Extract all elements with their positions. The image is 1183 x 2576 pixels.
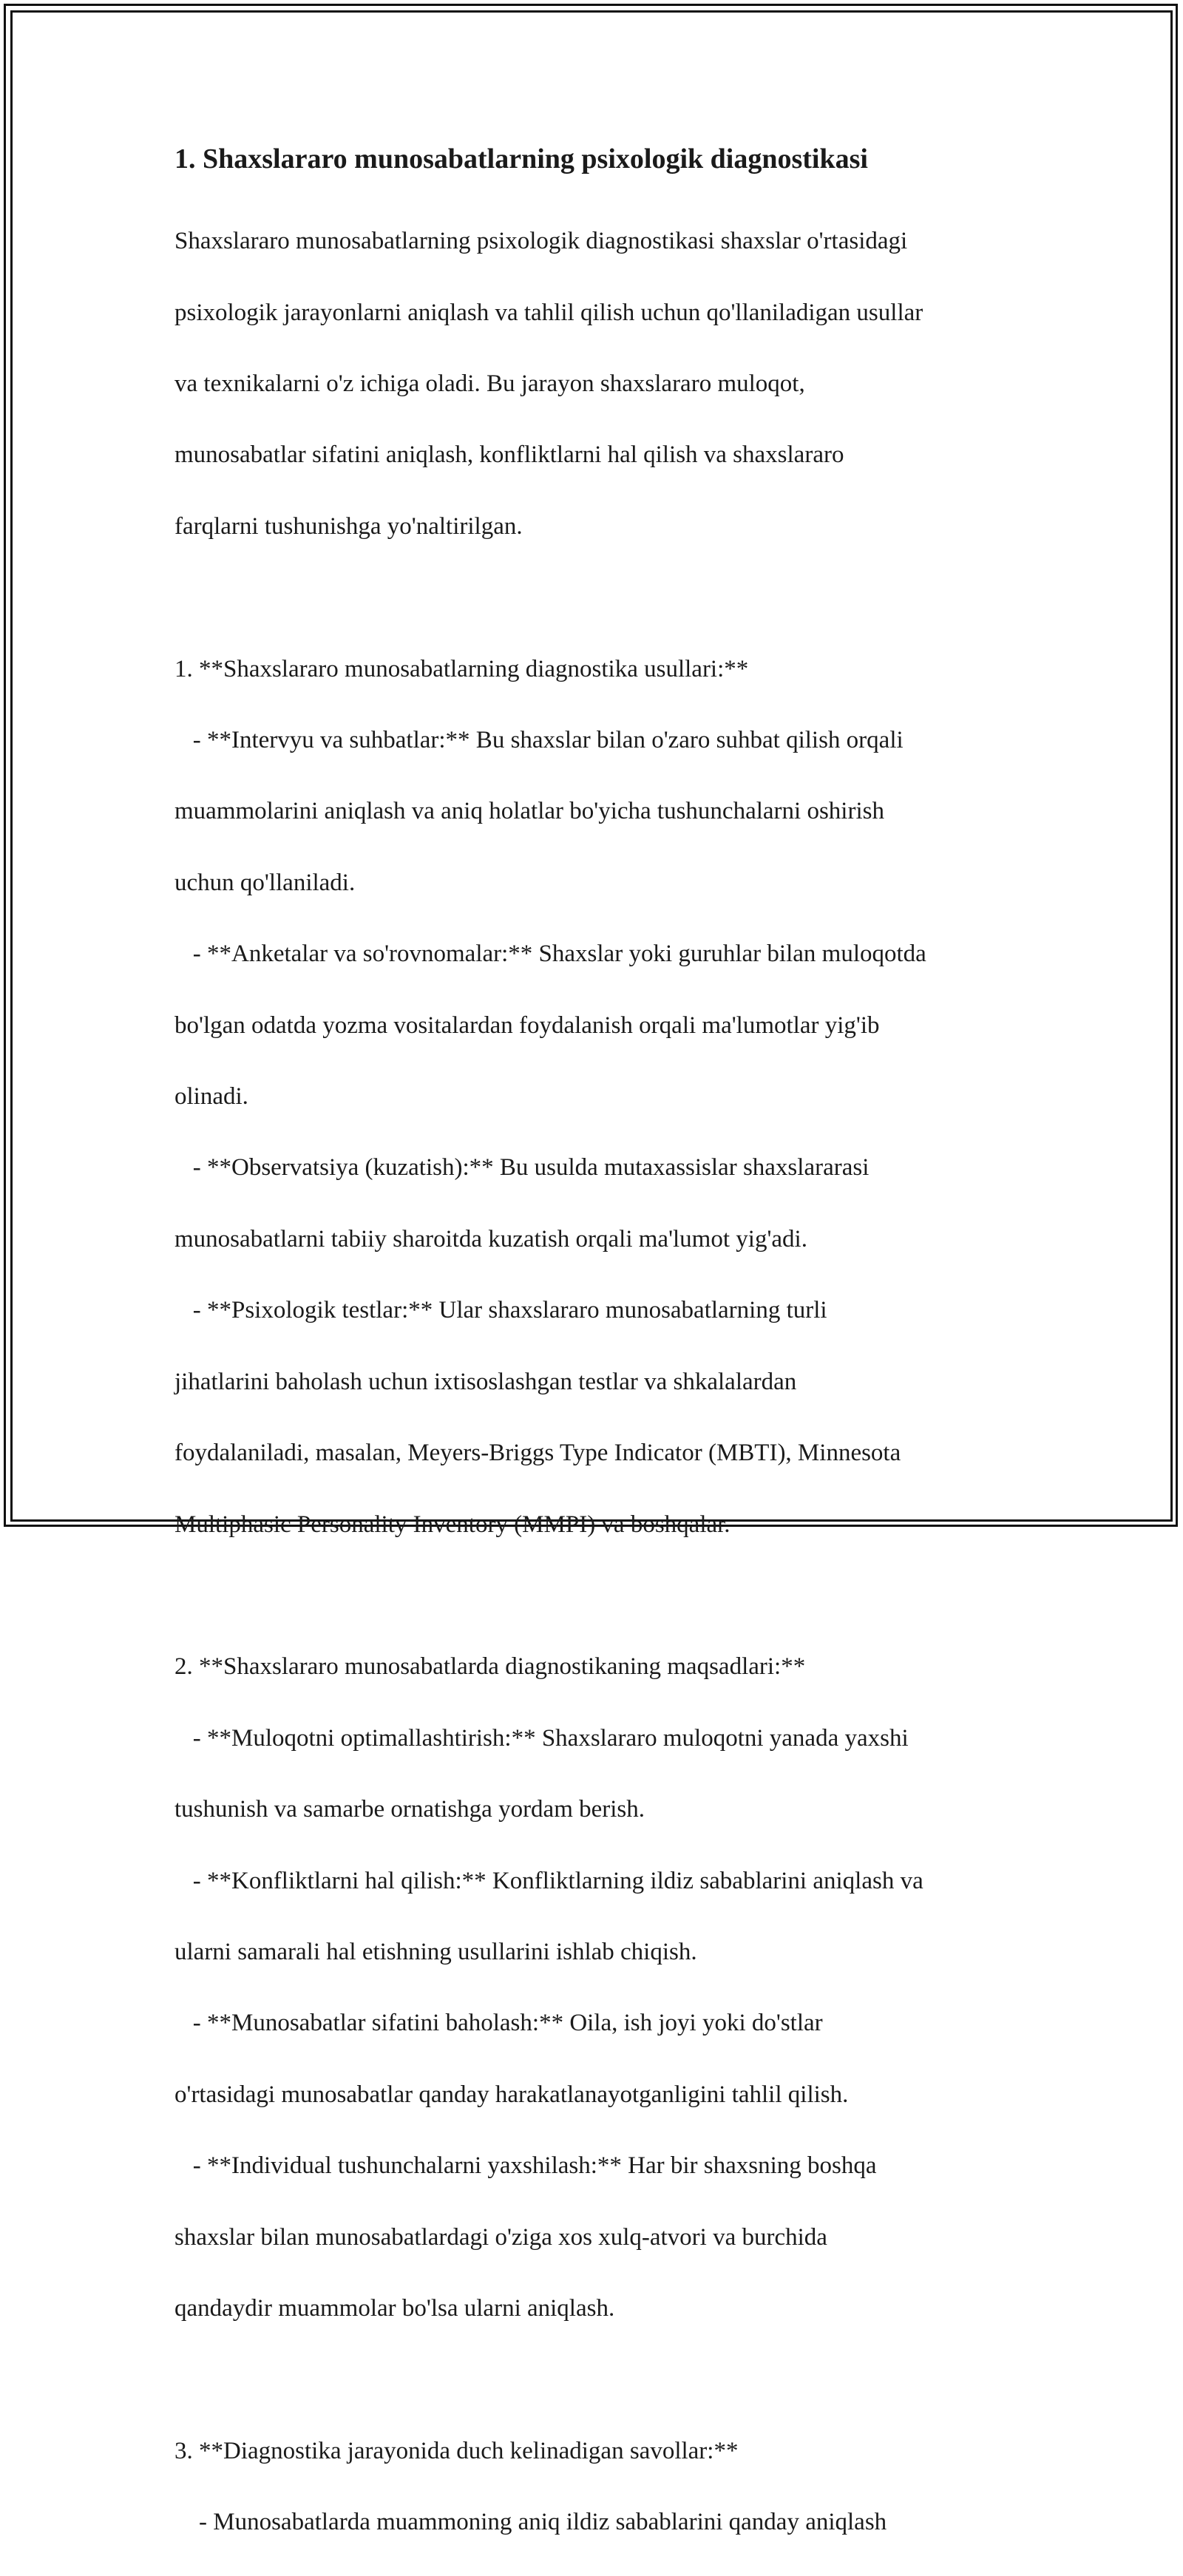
text-line: va texnikalarni o'z ichiga oladi. Bu jarayon shaxslararo muloqot, <box>174 370 805 398</box>
text-line: Multiphasic Personality Inventory (MMPI) va boshqalar. <box>174 1511 731 1538</box>
blank-line <box>174 1578 1025 1613</box>
list-item: - **Munosabatlar sifatini baholash:** Oila, ish joyi yoki do'stlar <box>174 2010 823 2037</box>
list-item: - **Psixologik testlar:** Ular shaxslararo munosabatlarning turli <box>174 1297 827 1324</box>
text-line: qandaydir muammolar bo'lsa ularni aniqlash. <box>174 2294 615 2322</box>
text-line: tushunish va samarbe ornatishga yordam berish. <box>174 1796 645 1823</box>
text-line: ularni samarali hal etishning usullarini ishlab chiqish. <box>174 1938 697 1965</box>
list-item: - Munosabatlarda muammoning aniq ildiz sabablarini qanday aniqlash <box>174 2509 887 2536</box>
text-line: psixologik jarayonlarni aniqlash va tahlil qilish uchun qo'llaniladigan usullar <box>174 299 923 326</box>
list-item: - **Observatsiya (kuzatish):** Bu usulda mutaxassislar shaxslararasi <box>174 1154 870 1182</box>
text-line: muammolarini aniqlash va aniq holatlar bo'yicha tushunchalarni oshirish <box>174 798 884 825</box>
list-item: - **Konfliktlarni hal qilish:** Konfliktlarning ildiz sabablarini aniqlash va <box>174 1867 923 1894</box>
text-line: farqlarni tushunishga yo'naltirilgan. <box>174 512 523 540</box>
list-heading: 2. **Shaxslararo munosabatlarda diagnostikaning maqsadlari:** <box>174 1653 806 1681</box>
list-item: - **Individual tushunchalarni yaxshilash:** Har bir shaxsning boshqa <box>174 2152 877 2180</box>
text-line: Shaxslararo munosabatlarning psixologik diagnostikasi shaxslar o'rtasidagi <box>174 228 908 255</box>
section-heading: 1. Shaxslararo munosabatlarning psixologik diagnostikasi <box>174 143 868 174</box>
list-item: - **Muloqotni optimallashtirish:** Shaxslararo muloqotni yanada yaxshi <box>174 1724 909 1752</box>
text-line: jihatlarini baholash uchun ixtisoslashgan testlar va shkalalardan <box>174 1368 797 1395</box>
blank-line <box>174 2362 1025 2397</box>
text-line: munosabatlar sifatini aniqlash, konfliktlarni hal qilish va shaxslararo <box>174 441 844 469</box>
text-line: uchun qo'llaniladi. <box>174 869 356 896</box>
text-line: foydalaniladi, masalan, Meyers-Briggs Type Indicator (MBTI), Minnesota <box>174 1440 901 1467</box>
document-body <box>174 138 1025 2576</box>
body-text <box>174 188 1025 2576</box>
text-line: olinadi. <box>174 1083 248 1111</box>
list-item: - **Intervyu va suhbatlar:** Bu shaxslar bilan o'zaro suhbat qilish orqali <box>174 727 904 754</box>
list-item: - **Anketalar va so'rovnomalar:** Shaxslar yoki guruhlar bilan muloqotda <box>174 940 926 968</box>
text-line: munosabatlarni tabiiy sharoitda kuzatish orqali ma'lumot yig'adi. <box>174 1225 807 1253</box>
list-heading: 3. **Diagnostika jarayonida duch kelinadigan savollar:** <box>174 2437 739 2464</box>
text-line: shaxslar bilan munosabatlardagi o'ziga xos xulq-atvori va burchida <box>174 2223 827 2251</box>
blank-line <box>174 580 1025 615</box>
text-line: bo'lgan odatda yozma vositalardan foydalanish orqali ma'lumotlar yig'ib <box>174 1011 880 1039</box>
text-line: o'rtasidagi munosabatlar qanday harakatlanayotganligini tahlil qilish. <box>174 2081 849 2108</box>
list-heading: 1. **Shaxslararo munosabatlarning diagnostika usullari:** <box>174 655 749 682</box>
